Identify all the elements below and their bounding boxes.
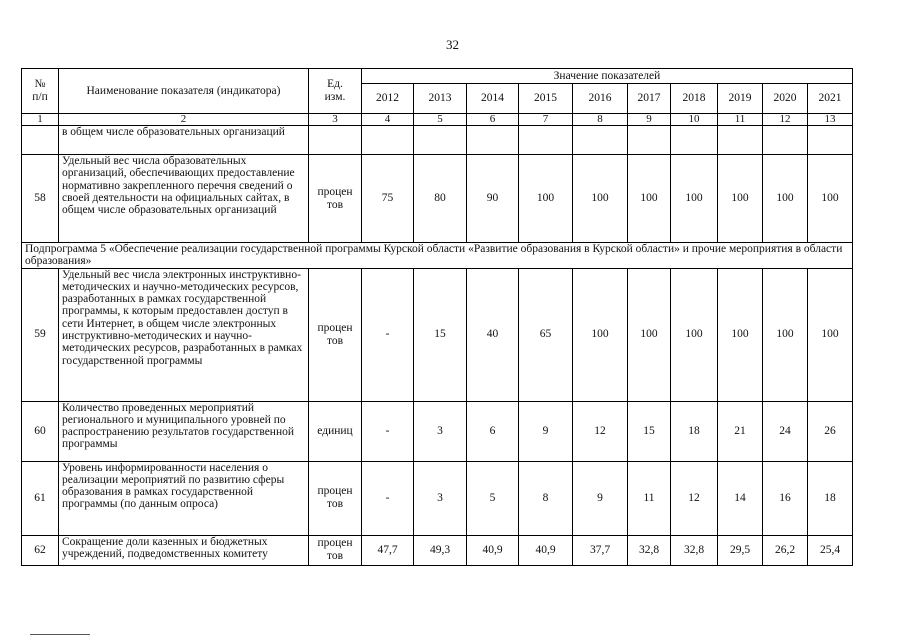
header-name: Наименование показателя (индикатора)	[59, 69, 309, 114]
value-cell	[808, 126, 853, 155]
value-cell: 100	[808, 268, 853, 401]
column-number: 11	[718, 114, 763, 126]
value-cell: 9	[573, 461, 628, 535]
table-row	[22, 535, 853, 565]
value-cell: 29,5	[718, 535, 763, 565]
value-cell: 47,7	[362, 535, 414, 565]
table-row	[22, 401, 853, 461]
page-number: 32	[446, 37, 459, 52]
column-number: 4	[362, 114, 414, 126]
indicator-name: Количество проведенных мероприятий регионального и муниципального уровней по распространению результатов государственной программы	[59, 401, 309, 461]
column-number: 6	[467, 114, 519, 126]
value-cell	[671, 126, 718, 155]
value-cell	[718, 126, 763, 155]
value-cell: 40	[467, 268, 519, 401]
value-cell: 18	[808, 461, 853, 535]
value-cell	[763, 126, 808, 155]
value-cell: 21	[718, 401, 763, 461]
value-cell: 12	[573, 401, 628, 461]
header-year: 2015	[519, 84, 573, 114]
value-cell	[628, 126, 671, 155]
footer-line	[30, 634, 90, 635]
value-cell: 32,8	[628, 535, 671, 565]
table-row	[22, 243, 853, 269]
value-cell: 32,8	[671, 535, 718, 565]
value-cell: 26,2	[763, 535, 808, 565]
value-cell: 9	[519, 401, 573, 461]
value-cell: 40,9	[519, 535, 573, 565]
value-cell: 100	[763, 268, 808, 401]
header-year: 2020	[763, 84, 808, 114]
value-cell	[362, 126, 414, 155]
value-cell	[467, 126, 519, 155]
unit-cell: единиц	[309, 401, 362, 461]
column-number: 13	[808, 114, 853, 126]
value-cell: 11	[628, 461, 671, 535]
header-year: 2013	[414, 84, 467, 114]
header-year: 2016	[573, 84, 628, 114]
value-cell: -	[362, 268, 414, 401]
header-year: 2021	[808, 84, 853, 114]
indicator-name: Удельный вес числа электронных инструктивно-методических и научно-методических ресурсов, разработанных в рамках государственной программы, к которым предоставлен доступ в сети Интернет, в общем числе электронных инструктивно-методических и научно-методических ресурсов, разработанных в рамках государственной программы	[59, 268, 309, 401]
row-number: 62	[22, 535, 59, 565]
value-cell: 24	[763, 401, 808, 461]
header-values-title: Значение показателей	[362, 69, 853, 84]
value-cell: 18	[671, 401, 718, 461]
value-cell: 5	[467, 461, 519, 535]
table-row	[22, 126, 853, 155]
indicator-name: Удельный вес числа образовательных организаций, обеспечивающих предоставление нормативно закрепленного перечня сведений о своей деятельности на официальных сайтах, в общем числе образовательных организаций	[59, 155, 309, 243]
column-number: 10	[671, 114, 718, 126]
value-cell: 26	[808, 401, 853, 461]
column-number: 2	[59, 114, 309, 126]
value-cell: 25,4	[808, 535, 853, 565]
unit-cell: процен тов	[309, 535, 362, 565]
row-number: 59	[22, 268, 59, 401]
unit-cell: процен тов	[309, 155, 362, 243]
column-number: 3	[309, 114, 362, 126]
value-cell	[573, 126, 628, 155]
value-cell: 75	[362, 155, 414, 243]
column-number: 5	[414, 114, 467, 126]
value-cell: 6	[467, 401, 519, 461]
value-cell: 100	[763, 155, 808, 243]
indicator-name: Сокращение доли казенных и бюджетных учреждений, подведомственных комитету	[59, 535, 309, 565]
row-number: 58	[22, 155, 59, 243]
header-unit: Ед. изм.	[309, 69, 362, 114]
unit-cell: процен тов	[309, 268, 362, 401]
value-cell: 100	[671, 155, 718, 243]
value-cell	[414, 126, 467, 155]
row-number: 60	[22, 401, 59, 461]
value-cell: 65	[519, 268, 573, 401]
value-cell: 100	[573, 268, 628, 401]
value-cell: 100	[718, 268, 763, 401]
value-cell: -	[362, 401, 414, 461]
value-cell: 100	[671, 268, 718, 401]
indicators-table	[21, 68, 853, 566]
table-row	[22, 461, 853, 535]
value-cell: 12	[671, 461, 718, 535]
row-number: 61	[22, 461, 59, 535]
value-cell: 15	[628, 401, 671, 461]
value-cell: 100	[519, 155, 573, 243]
header-year: 2017	[628, 84, 671, 114]
header-year: 2019	[718, 84, 763, 114]
value-cell: 37,7	[573, 535, 628, 565]
column-number: 7	[519, 114, 573, 126]
value-cell	[519, 126, 573, 155]
value-cell: -	[362, 461, 414, 535]
value-cell: 40,9	[467, 535, 519, 565]
column-number: 12	[763, 114, 808, 126]
value-cell: 14	[718, 461, 763, 535]
value-cell: 100	[573, 155, 628, 243]
value-cell: 100	[808, 155, 853, 243]
header-year: 2014	[467, 84, 519, 114]
column-number: 8	[573, 114, 628, 126]
header-year: 2018	[671, 84, 718, 114]
value-cell: 49,3	[414, 535, 467, 565]
value-cell: 8	[519, 461, 573, 535]
value-cell: 90	[467, 155, 519, 243]
header-year: 2012	[362, 84, 414, 114]
unit-cell	[309, 126, 362, 155]
value-cell: 80	[414, 155, 467, 243]
value-cell: 3	[414, 461, 467, 535]
value-cell: 15	[414, 268, 467, 401]
indicator-name: в общем числе образовательных организаций	[59, 126, 309, 155]
value-cell: 100	[718, 155, 763, 243]
header-no: № п/п	[22, 69, 59, 114]
subprogram-title: Подпрограмма 5 «Обеспечение реализации государственной программы Курской области «Развитие образования в Курской области» и прочие мероприятия в области образования»	[22, 243, 853, 269]
unit-cell: процен тов	[309, 461, 362, 535]
value-cell: 100	[628, 268, 671, 401]
table-row	[22, 155, 853, 243]
indicator-name: Уровень информированности населения о реализации мероприятий по развитию сферы образования в рамках государственной программы (по данным опроса)	[59, 461, 309, 535]
value-cell: 100	[628, 155, 671, 243]
column-number: 1	[22, 114, 59, 126]
column-number: 9	[628, 114, 671, 126]
row-number	[22, 126, 59, 155]
value-cell: 16	[763, 461, 808, 535]
value-cell: 3	[414, 401, 467, 461]
table-row	[22, 268, 853, 401]
